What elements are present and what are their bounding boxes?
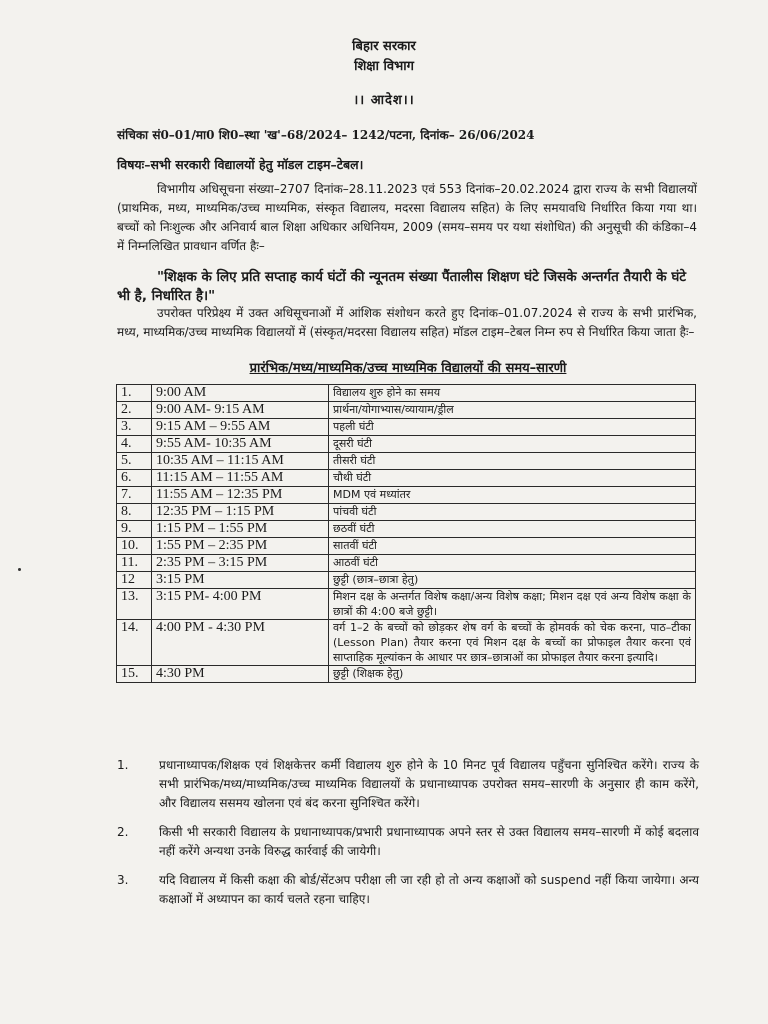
header-department: शिक्षा विभाग [354, 59, 414, 74]
row-number: 12 [117, 572, 152, 589]
table-row [117, 402, 696, 419]
row-time: 3:15 PM- 4:00 PM [152, 589, 329, 620]
row-time: 11:15 AM – 11:55 AM [152, 470, 329, 487]
row-activity: तीसरी घंटी [329, 453, 696, 470]
row-number: 4. [117, 436, 152, 453]
row-activity: प्रार्थना/योगाभ्यास/व्यायाम/ड्रील [329, 402, 696, 419]
row-time: 12:35 PM – 1:15 PM [152, 504, 329, 521]
table-row [117, 453, 696, 470]
row-time: 11:55 AM – 12:35 PM [152, 487, 329, 504]
row-number: 7. [117, 487, 152, 504]
list-item [117, 756, 699, 813]
row-activity: MDM एवं मध्यांतर [329, 487, 696, 504]
table-row [117, 666, 696, 683]
note-text: किसी भी सरकारी विद्यालय के प्रधानाध्यापक/प्रभारी प्रधानाध्यापक अपने स्तर से उक्त विद्यालय समय–सारणी में कोई बदलाव नहीं करेंगे अन्यथा उनके विरुद्ध कार्रवाई की जायेगी। [159, 825, 699, 858]
table-row [117, 620, 696, 666]
revision-paragraph: उपरोक्त परिप्रेक्ष्य में उक्त अधिसूचनाओं में आंशिक संशोधन करते हुए दिनांक–01.07.2024 से राज्य के सभी प्रारंभिक, मध्य, माध्यमिक/उच्च माध्यमिक विद्यालयों में (संस्कृत/मदरसा विद्यालय सहित) मॉडल टाइम–टेबल निम्न रुप से निर्धारित किया जाता हैः– [117, 306, 697, 339]
table-row [117, 572, 696, 589]
row-time: 2:35 PM – 3:15 PM [152, 555, 329, 572]
row-activity: छुट्टी (शिक्षक हेतु) [329, 666, 696, 683]
scan-speck [18, 568, 21, 571]
row-activity: छठवीं घंटी [329, 521, 696, 538]
note-text: यदि विद्यालय में किसी कक्षा की बोर्ड/सेंटअप परीक्षा ली जा रही हो तो अन्य कक्षाओं को suspend नहीं किया जायेगा। अन्य कक्षाओं में अध्यापन का कार्य चलते रहना चाहिए। [159, 873, 699, 906]
quoted-provision: "शिक्षक के लिए प्रति सप्ताह कार्य घंटों की न्यूनतम संख्या पैंतालीस शिक्षण घंटे जिसके अन्तर्गत तैयारी के घंटे भी है, निर्धारित है।" [117, 269, 687, 304]
notes-list [117, 756, 699, 919]
row-number: 2. [117, 402, 152, 419]
row-activity: आठवीं घंटी [329, 555, 696, 572]
row-number: 15. [117, 666, 152, 683]
table-row [117, 385, 696, 402]
note-number: 3. [117, 873, 129, 887]
table-row [117, 487, 696, 504]
list-item [117, 823, 699, 861]
reference-line: संचिका सं0–01/मा0 शि0–स्था 'ख'–68/2024– 1242/पटना, दिनांक– 26/06/2024 [117, 128, 535, 142]
table-row [117, 419, 696, 436]
row-number: 6. [117, 470, 152, 487]
row-number: 10. [117, 538, 152, 555]
row-time: 4:30 PM [152, 666, 329, 683]
row-time: 10:35 AM – 11:15 AM [152, 453, 329, 470]
row-activity: सातवीं घंटी [329, 538, 696, 555]
row-activity: विद्यालय शुरु होने का समय [329, 385, 696, 402]
list-item [117, 871, 699, 909]
row-number: 1. [117, 385, 152, 402]
note-number: 1. [117, 758, 129, 772]
table-row [117, 470, 696, 487]
row-time: 1:15 PM – 1:55 PM [152, 521, 329, 538]
row-activity: पहली घंटी [329, 419, 696, 436]
row-number: 11. [117, 555, 152, 572]
row-time: 9:55 AM- 10:35 AM [152, 436, 329, 453]
note-number: 2. [117, 825, 129, 839]
row-time: 9:00 AM [152, 385, 329, 402]
subject-line: विषयः–सभी सरकारी विद्यालयों हेतु मॉडल टाइम–टेबल। [117, 157, 364, 172]
row-number: 5. [117, 453, 152, 470]
note-text: प्रधानाध्यापक/शिक्षक एवं शिक्षकेत्तर कर्मी विद्यालय शुरु होने के 10 मिनट पूर्व विद्यालय पहुँचना सुनिश्चित करेंगे। राज्य के सभी प्रारंभिक/मध्य/माध्यमिक/उच्च माध्यमिक विद्यालयों के प्रधानाध्यापक उपरोक्त समय–सारणी के अनुसार ही काम करेंगे, और विद्यालय ससमय खोलना एवं बंद करना सुनिश्चित करेंगे। [159, 758, 699, 810]
header-government: बिहार सरकार [352, 39, 416, 54]
row-number: 13. [117, 589, 152, 620]
row-activity: मिशन दक्ष के अन्तर्गत विशेष कक्षा/अन्य विशेष कक्षा; मिशन दक्ष एवं अन्य विशेष कक्षा के छात्रों की 4:00 बजे छुट्टी। [329, 589, 696, 620]
table-row [117, 589, 696, 620]
table-row [117, 436, 696, 453]
table-row [117, 521, 696, 538]
row-number: 8. [117, 504, 152, 521]
row-number: 14. [117, 620, 152, 666]
row-time: 1:55 PM – 2:35 PM [152, 538, 329, 555]
row-activity: चौथी घंटी [329, 470, 696, 487]
schedule-table-title: प्रारंभिक/मध्य/माध्यमिक/उच्च माध्यमिक विद्यालयों की समय–सारणी [249, 361, 567, 376]
schedule-table [116, 384, 696, 683]
table-row [117, 504, 696, 521]
row-number: 3. [117, 419, 152, 436]
row-number: 9. [117, 521, 152, 538]
row-activity: वर्ग 1–2 के बच्चों को छोड़कर शेष वर्ग के बच्चों के होमवर्क को चेक करना, पाठ–टीका (Lesson Plan) तैयार करना एवं मिशन दक्ष के बच्चों का प्रोफाइल तैयार करना एवं साप्ताहिक मूल्यांकन के आधार पर छात्र–छात्राओं का प्रोफाइल तैयार करना इत्यादि। [329, 620, 696, 666]
header-order-title: ।। आदेश।। [353, 93, 415, 108]
row-time: 9:15 AM – 9:55 AM [152, 419, 329, 436]
row-time: 9:00 AM- 9:15 AM [152, 402, 329, 419]
intro-paragraph: विभागीय अधिसूचना संख्या–2707 दिनांक–28.11.2023 एवं 553 दिनांक–20.02.2024 द्वारा राज्य के सभी विद्यालयों (प्राथमिक, मध्य, माध्यमिक/उच्च माध्यमिक, संस्कृत विद्यालय, मदरसा विद्यालय सहित) के लिए समयावधि निर्धारित किया गया था। बच्चों को निःशुल्क और अनिवार्य बाल शिक्षा अधिकार अधिनियम, 2009 (समय–समय पर यथा संशोधित) की अनुसूची की कंडिका–4 में निम्नलिखित प्रावधान वर्णित हैः– [117, 182, 697, 253]
table-row [117, 555, 696, 572]
row-activity: दूसरी घंटी [329, 436, 696, 453]
row-activity: पांचवी घंटी [329, 504, 696, 521]
row-time: 4:00 PM - 4:30 PM [152, 620, 329, 666]
row-time: 3:15 PM [152, 572, 329, 589]
table-row [117, 538, 696, 555]
row-activity: छुट्टी (छात्र–छात्रा हेतु) [329, 572, 696, 589]
